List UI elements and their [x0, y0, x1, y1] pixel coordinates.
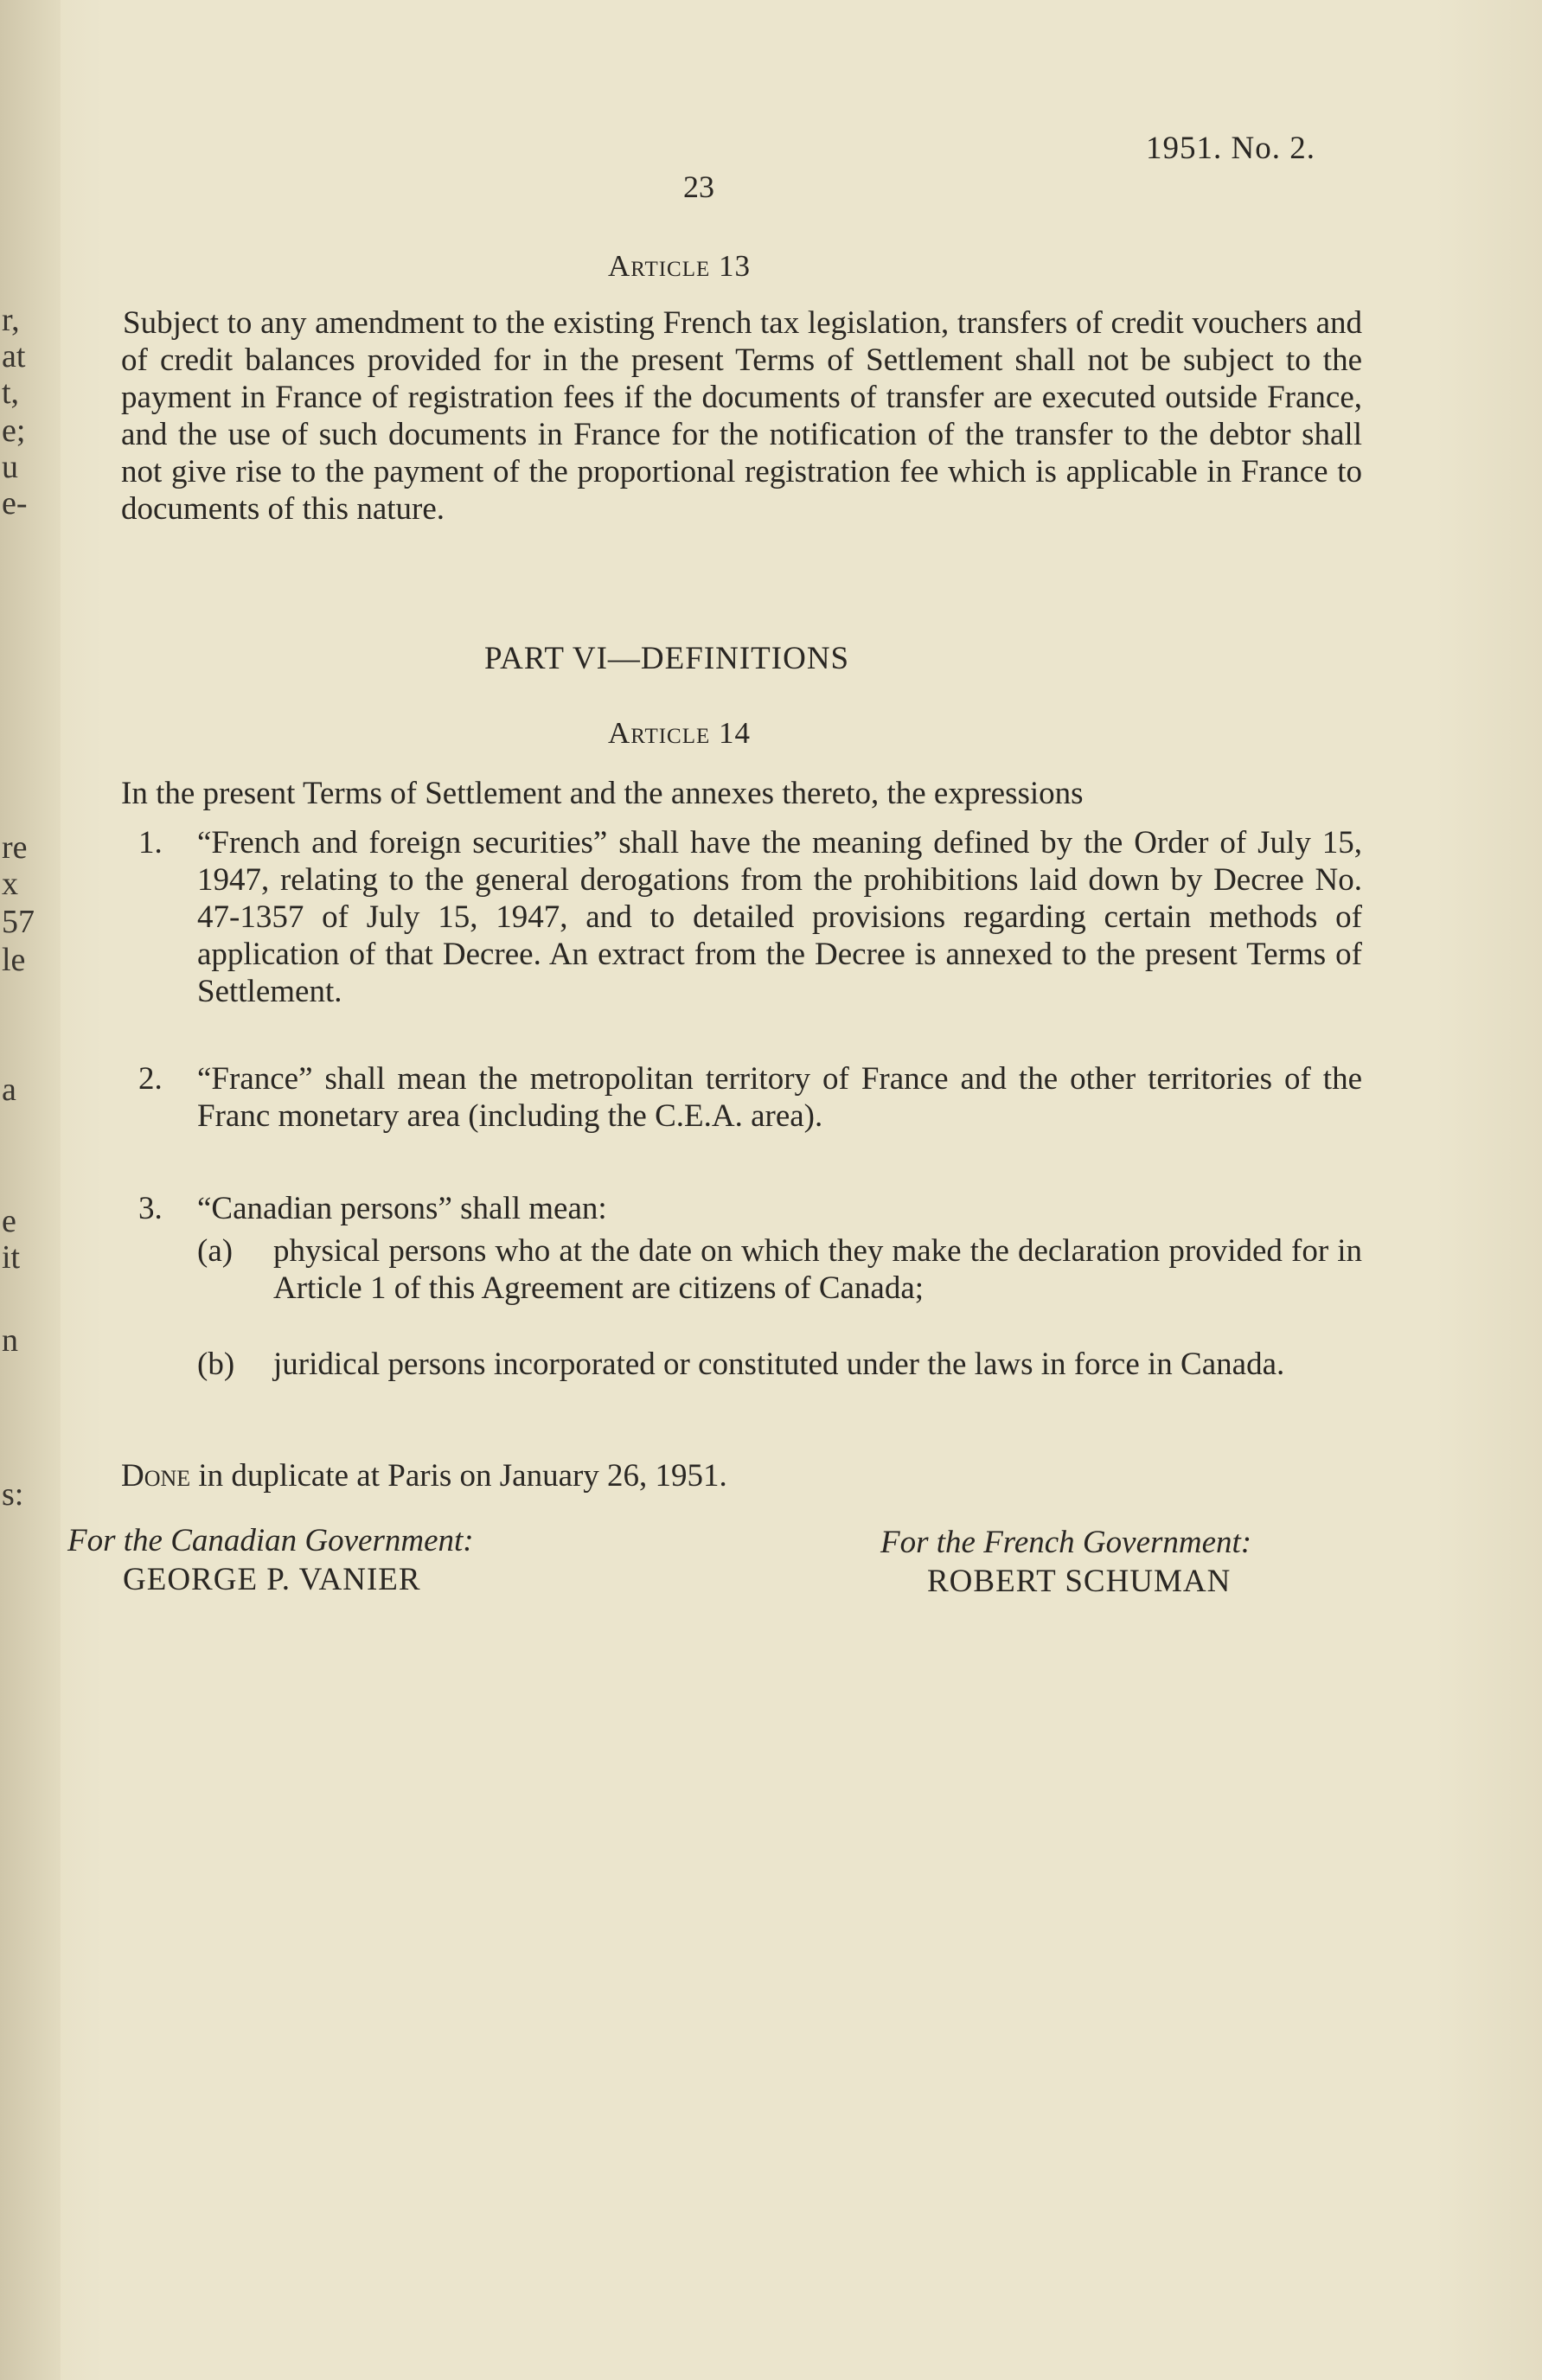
- done-lead: Done: [121, 1458, 191, 1494]
- subitem-text: juridical persons incorporated or constituted under the laws in force in Canada.: [273, 1347, 1285, 1382]
- margin-fragment: x: [2, 866, 18, 902]
- definition-subitem: [197, 1232, 1362, 1307]
- margin-fragment: r,: [2, 302, 20, 338]
- article-14-heading: Article 14: [608, 716, 752, 750]
- document-number: 1951. No. 2.: [1146, 131, 1315, 166]
- subitem-label: (a): [197, 1233, 234, 1269]
- margin-fragment: 57: [2, 904, 35, 940]
- margin-fragment: le: [2, 942, 26, 978]
- signature-france: [880, 1524, 1251, 1600]
- article-13-text: [121, 304, 1362, 528]
- article-14-intro: In the present Terms of Settlement and the annexes thereto, the expressions: [121, 776, 1084, 811]
- item-text: “France” shall mean the metropolitan territory of France and the other territories of the Franc monetary area (including the C.E.A. area).: [197, 1061, 1362, 1134]
- margin-fragment: n: [2, 1322, 18, 1359]
- item-number: 1.: [138, 825, 163, 861]
- item-number: 2.: [138, 1061, 163, 1097]
- margin-fragment: a: [2, 1072, 16, 1108]
- margin-fragment: at: [2, 338, 26, 374]
- margin-fragment: s:: [2, 1476, 24, 1513]
- signature-for: For the Canadian Government:: [67, 1523, 474, 1558]
- done-rest: in duplicate at Paris on January 26, 1951.: [190, 1458, 727, 1494]
- definition-item: [121, 824, 1362, 1010]
- subitem-text: physical persons who at the date on which they make the declaration provided for in Article 1 of this Agreement are citizens of Canada;: [273, 1233, 1362, 1306]
- margin-fragment: it: [2, 1239, 21, 1276]
- subitem-label: (b): [197, 1347, 235, 1382]
- article-13-body: Subject to any amendment to the existing French tax legislation, transfers of credit vouchers and of credit balances provided for in the present Terms of Settlement shall not be subject to the payment in France of registration fees if the documents of transfer are executed outside France, and the use of such documents in France for the notification of the transfer to the debtor shall not give rise to the payment of the proportional registration fee which is applicable in France to documents of this nature.: [121, 305, 1362, 527]
- signatory-name: ROBERT SCHUMAN: [927, 1564, 1232, 1599]
- signatory-name: GEORGE P. VANIER: [123, 1562, 421, 1597]
- part-heading: PART VI—DEFINITIONS: [484, 641, 850, 676]
- margin-fragment: e;: [2, 413, 26, 449]
- definition-item: [121, 1060, 1362, 1135]
- margin-fragment: re: [2, 829, 28, 866]
- margin-fragment: t,: [2, 374, 20, 411]
- margin-fragment: e-: [2, 485, 28, 521]
- definition-subitem: [197, 1346, 1362, 1383]
- item-number: 3.: [138, 1191, 163, 1226]
- margin-fragment: u: [2, 449, 18, 485]
- page-number: 23: [683, 170, 714, 204]
- definition-item: [121, 1190, 1362, 1227]
- item-text: “French and foreign securities” shall have the meaning defined by the Order of July 15, 1947, relating to the general derogations from the prohibitions laid down by Decree No. 47-1357 of July 15, 1947, and to detailed provisions regarding certain methods of application of that Decree. An extract from the Decree is annexed to the present Terms of Settlement.: [197, 825, 1362, 1009]
- article-13-heading: Article 13: [608, 249, 752, 283]
- signature-canada: [67, 1522, 474, 1598]
- signature-for: For the French Government:: [880, 1525, 1252, 1560]
- margin-fragment: e: [2, 1203, 16, 1239]
- item-text: “Canadian persons” shall mean:: [197, 1191, 607, 1226]
- done-clause: [121, 1457, 727, 1494]
